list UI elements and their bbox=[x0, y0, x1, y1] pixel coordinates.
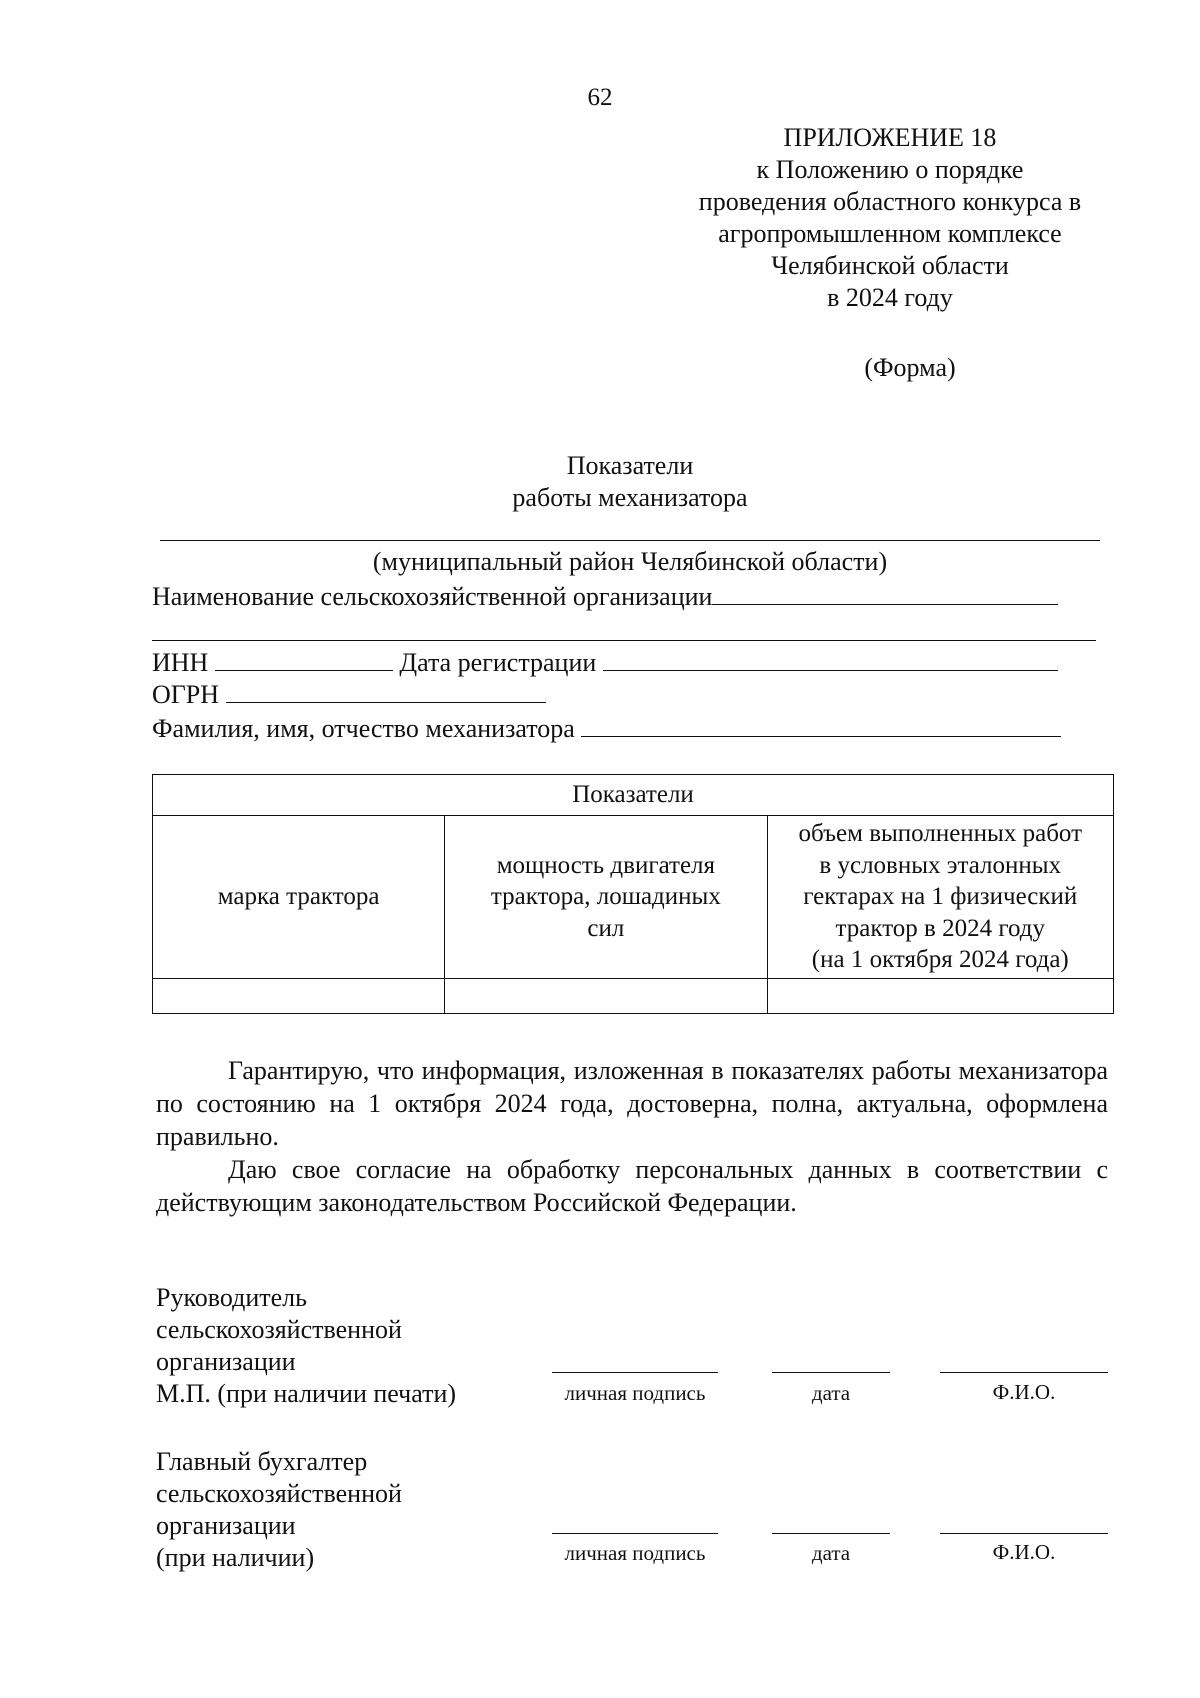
reg-date-input-line[interactable] bbox=[603, 646, 1058, 671]
table-cell-tractor-brand[interactable] bbox=[153, 979, 445, 1014]
accountant-signature-label bbox=[156, 1446, 536, 1574]
accountant-signature-caption: личная подпись bbox=[564, 1541, 706, 1565]
org-name-continuation-line[interactable] bbox=[152, 640, 1096, 641]
ogrn-label: ОГРН bbox=[152, 680, 220, 709]
ogrn-row bbox=[152, 678, 546, 711]
table-column-row bbox=[153, 816, 1114, 979]
title-line-1: Показатели bbox=[566, 451, 694, 480]
director-signature-line[interactable] bbox=[552, 1372, 718, 1373]
accountant-signature-line[interactable] bbox=[552, 1533, 718, 1534]
column-header-line: мощность двигателя bbox=[496, 851, 716, 879]
org-name-label: Наименование сельскохозяйственной организации bbox=[152, 582, 713, 611]
indicators-table bbox=[152, 774, 1114, 1014]
appendix-header bbox=[660, 122, 1120, 314]
director-signature-caption: личная подпись bbox=[564, 1381, 706, 1405]
column-header-work-volume bbox=[767, 816, 1113, 979]
ogrn-input-line[interactable] bbox=[226, 678, 546, 703]
appendix-line: проведения областного конкурса в bbox=[698, 187, 1082, 216]
column-header-line: гектарах на 1 физический bbox=[803, 883, 1078, 911]
mechanic-name-label: Фамилия, имя, отчество механизатора bbox=[152, 714, 575, 743]
org-name-input-line[interactable] bbox=[712, 580, 1058, 605]
appendix-title: ПРИЛОЖЕНИЕ 18 bbox=[783, 123, 997, 152]
accountant-name-caption: Ф.И.О. bbox=[992, 1540, 1056, 1564]
column-header-line: марка трактора bbox=[217, 883, 380, 911]
table-header-cell: Показатели bbox=[153, 775, 1114, 816]
director-name-caption: Ф.И.О. bbox=[992, 1380, 1056, 1404]
document-title bbox=[360, 450, 900, 514]
column-header-line: трактора, лошадиных bbox=[490, 883, 721, 911]
column-header-line: в условных эталонных bbox=[819, 851, 1062, 879]
appendix-line: агропромышленном комплексе bbox=[718, 219, 1062, 248]
director-date-line[interactable] bbox=[772, 1372, 890, 1373]
accountant-date-line[interactable] bbox=[772, 1533, 890, 1534]
title-line-2: работы механизатора bbox=[512, 483, 748, 512]
accountant-label-line: (при наличии) bbox=[156, 1543, 315, 1572]
table-cell-work-volume[interactable] bbox=[767, 979, 1113, 1014]
org-name-row bbox=[152, 580, 1058, 613]
column-header-line: трактор в 2024 году bbox=[835, 914, 1045, 942]
director-name-line[interactable] bbox=[940, 1372, 1108, 1373]
district-input-line[interactable] bbox=[160, 540, 1100, 541]
inn-row bbox=[152, 646, 1058, 679]
column-header-line: (на 1 октября 2024 года) bbox=[811, 946, 1069, 974]
appendix-line: в 2024 году bbox=[827, 283, 953, 312]
accountant-label-line: сельскохозяйственной bbox=[156, 1479, 402, 1508]
director-date-caption: дата bbox=[811, 1381, 851, 1405]
appendix-line: к Положению о порядке bbox=[756, 155, 1024, 184]
accountant-name-line[interactable] bbox=[940, 1533, 1108, 1534]
consent-paragraph bbox=[156, 1153, 1108, 1219]
inn-label: ИНН bbox=[152, 648, 209, 677]
inn-input-line[interactable] bbox=[215, 646, 393, 671]
district-caption: (муниципальный район Челябинской области) bbox=[372, 547, 888, 576]
guarantee-paragraph bbox=[156, 1054, 1108, 1153]
reg-date-label: Дата регистрации bbox=[399, 648, 597, 677]
table-header-row bbox=[153, 775, 1114, 816]
guarantee-text: Гарантирую, что информация, изложенная в показателях работы механизатора по состоянию на 1 октября 2024 года, достоверна, полна, актуальна, оформлена правильно. bbox=[156, 1056, 1108, 1151]
director-label-line: Руководитель bbox=[156, 1283, 307, 1312]
consent-text: Даю свое согласие на обработку персональных данных в соответствии с действующим законодательством Российской Федерации. bbox=[156, 1155, 1108, 1217]
appendix-line: Челябинской области bbox=[771, 251, 1009, 280]
page-number: 62 bbox=[587, 84, 613, 111]
director-label-line: сельскохозяйственной bbox=[156, 1315, 402, 1344]
column-header-tractor-brand bbox=[153, 816, 445, 979]
column-header-line: сил bbox=[587, 914, 625, 942]
accountant-date-caption: дата bbox=[811, 1541, 851, 1565]
accountant-label-line: Главный бухгалтер bbox=[156, 1447, 368, 1476]
accountant-label-line: организации bbox=[156, 1511, 296, 1540]
column-header-line: объем выполненных работ bbox=[798, 820, 1083, 848]
mechanic-name-row bbox=[152, 712, 1061, 745]
table-row bbox=[153, 979, 1114, 1014]
mechanic-name-input-line[interactable] bbox=[581, 712, 1061, 737]
table-cell-engine-power[interactable] bbox=[445, 979, 767, 1014]
form-label: (Форма) bbox=[864, 353, 956, 382]
column-header-engine-power bbox=[445, 816, 767, 979]
director-label-line: М.П. (при наличии печати) bbox=[156, 1379, 457, 1408]
director-label-line: организации bbox=[156, 1347, 296, 1376]
director-signature-label bbox=[156, 1282, 536, 1410]
